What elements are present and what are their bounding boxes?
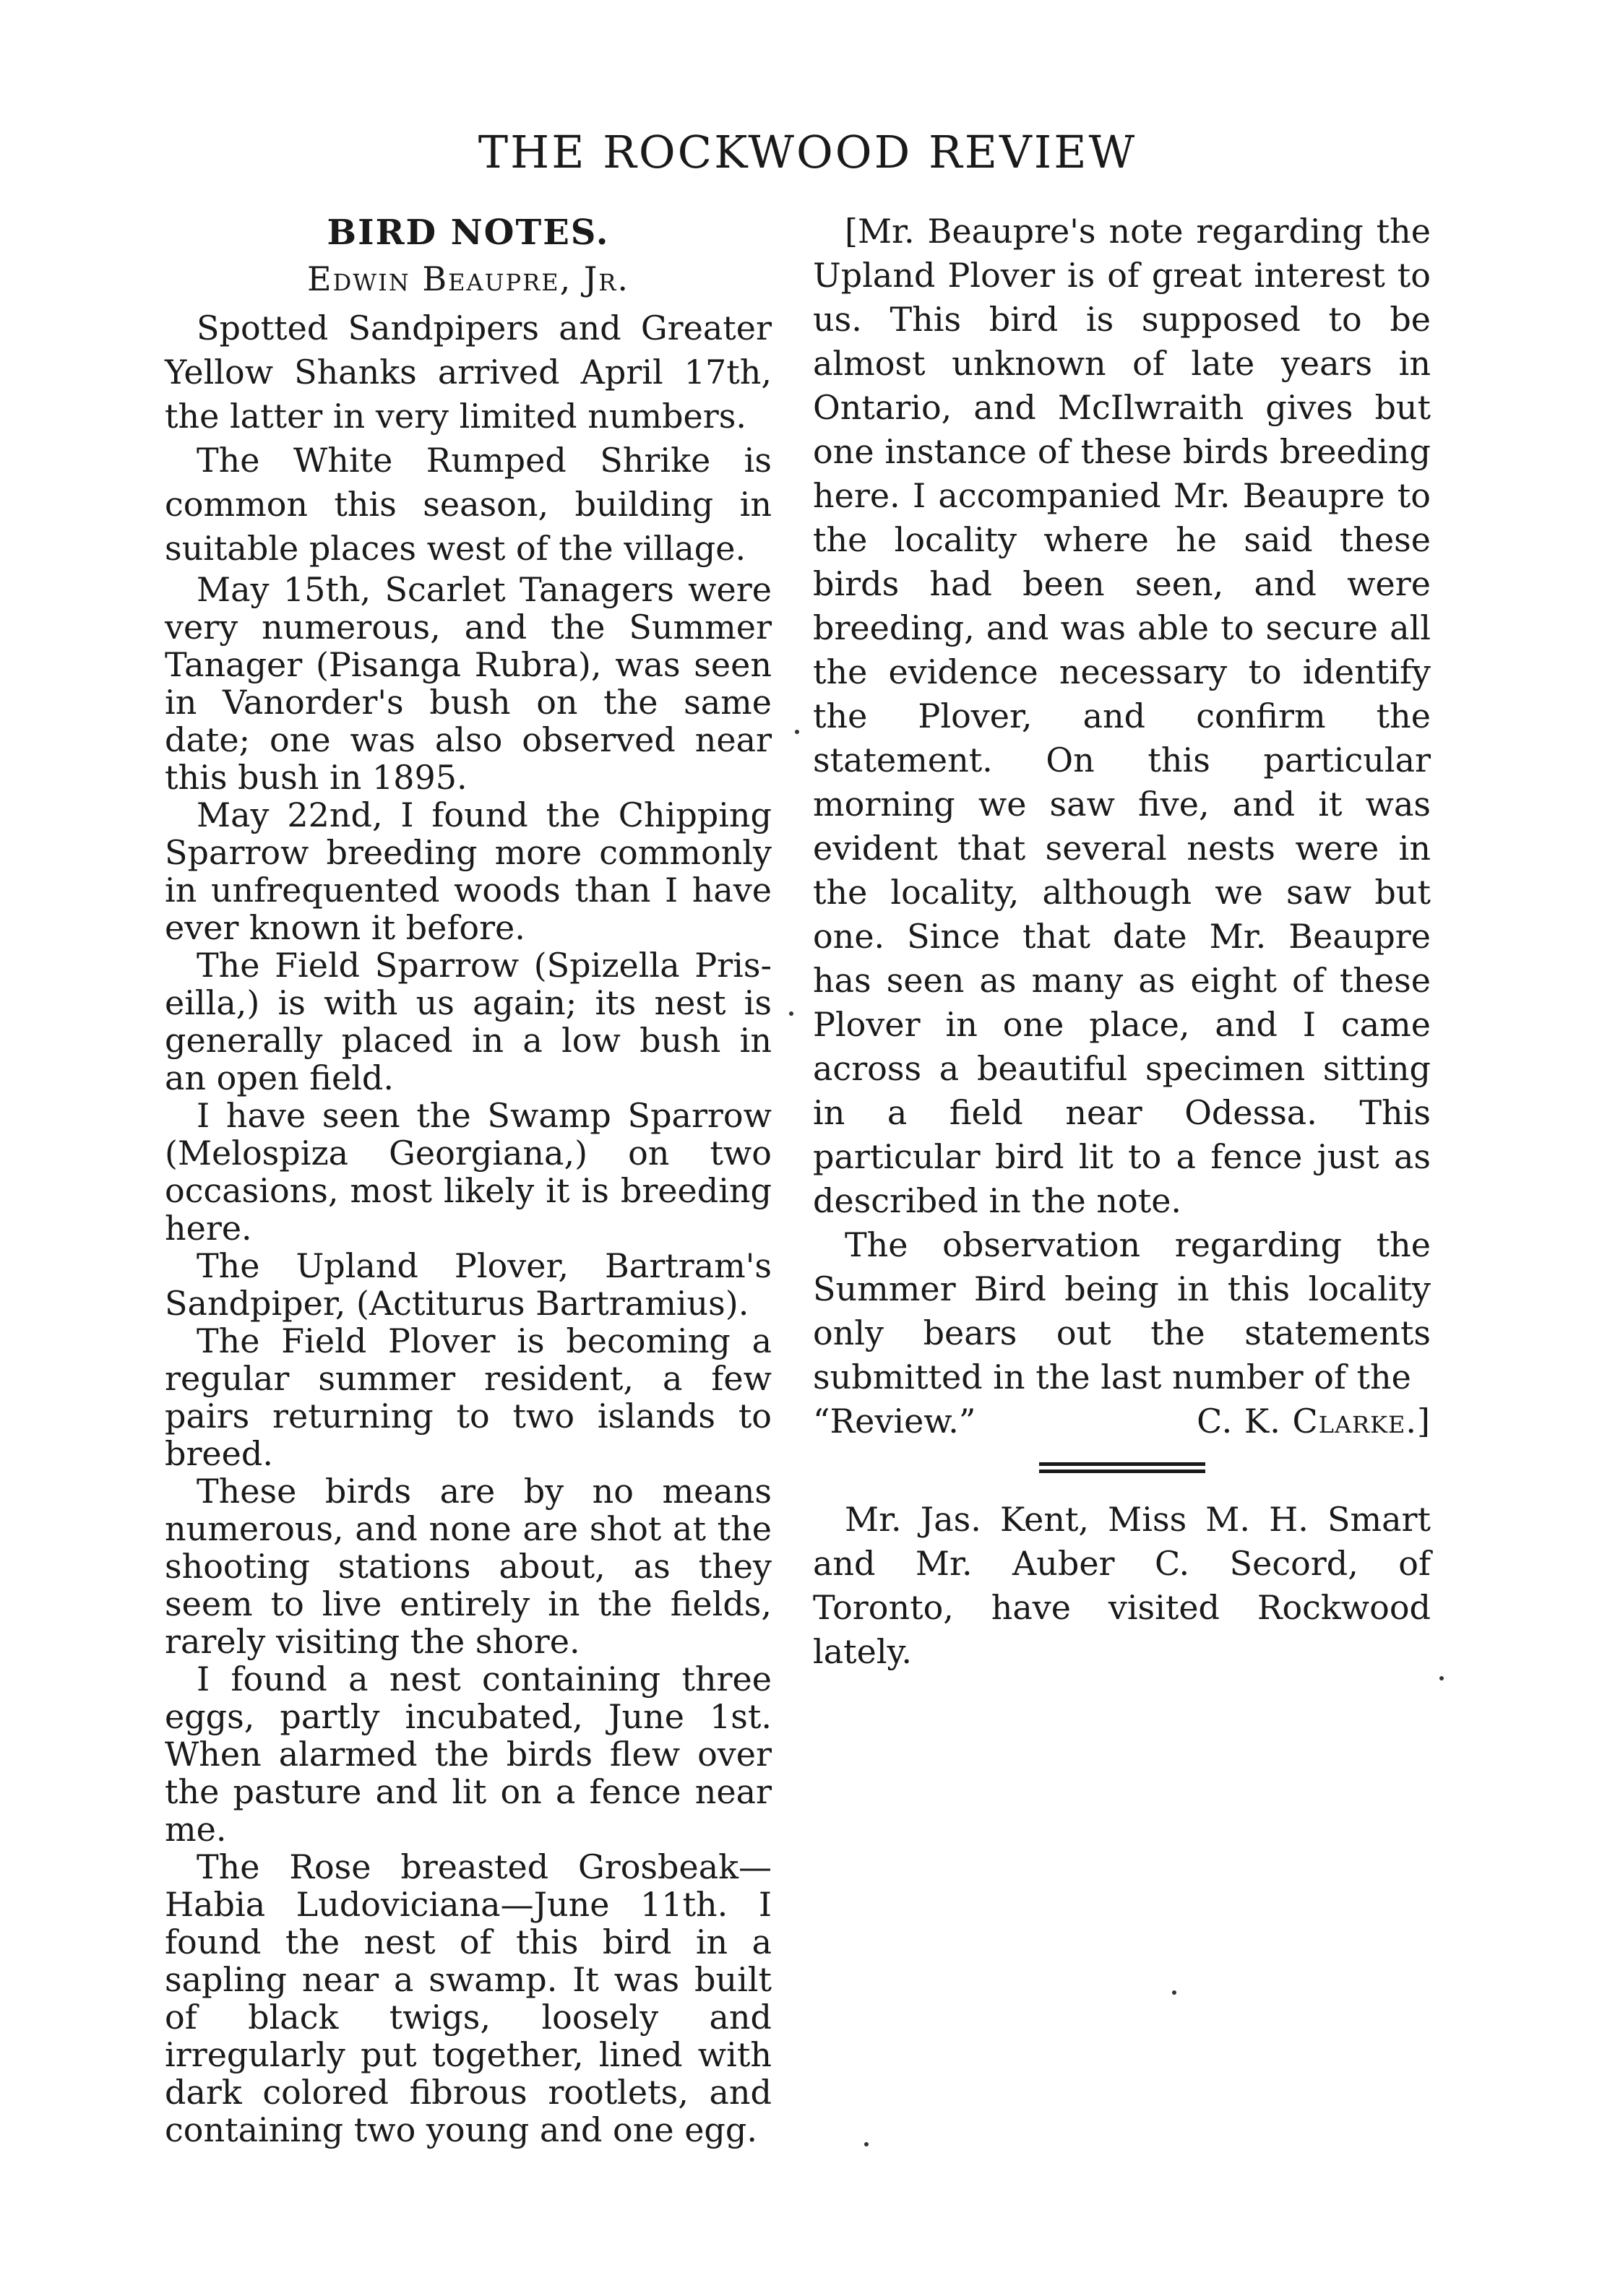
double-rule-divider (1039, 1462, 1205, 1473)
observation-text: The observation regarding the Summer Bird being in this locality only bears out the statements submitted in the last number of the (813, 1225, 1431, 1397)
running-title: THE ROCKWOOD REVIEW (478, 126, 1137, 178)
print-speck (1172, 1990, 1176, 1995)
paragraph-shooting-stations: These birds are by no means numerous, and none are shot at the shooting stations about, as they seem to live entirely in the fields, rarely visiting the shore. (165, 1472, 772, 1661)
print-speck (1439, 1676, 1444, 1680)
paragraph-swamp-sparrow: I have seen the Swamp Sparrow (Melospiza Georgiana,) on two occasions, most likely it is breeding here. (165, 1096, 772, 1248)
paragraph-nest-found: I found a nest containing three eggs, partly incubated, June 1st. When alarmed the birds flew over the pasture and lit on a fence near me. (165, 1660, 772, 1849)
paragraph-sandpipers: Spotted Sandpipers and Greater Yellow Shanks arrived April 17th, the latter in very limited numbers. (165, 308, 772, 436)
paragraph-grosbeak: The Rose breasted Grosbeak—Habia Ludoviciana—June 11th. I found the nest of this bird in a sapling near a swamp. It was built of black twigs, loosely and irregularly put together, lined with dark colored fibrous rootlets, and containing two young and one egg. (165, 1847, 772, 2149)
section-title: BIRD NOTES. (327, 212, 610, 253)
right-column (813, 210, 1431, 1674)
editor-note: [Mr. Beaupre's note regarding the Upland Plover is of great interest to us. This bird is supposed to be almost unknown of late years in Ontario, and McIlwraith gives but one instance of these birds breeding here. I accompanied Mr. Beaupre to the locality where he said these birds had been seen, and were breeding, and was able to secure all the evidence necessary to identify the Plover, and confirm the statement. On this particular morning we saw five, and it was evident that several nests were in the locality, although we saw but one. Since that date Mr. Beaupre has seen as many as eight of these Plover in one place, and I came across a beautiful specimen sitting in a field near Odessa. This particular bird lit to a fence just as described in the note. (813, 212, 1431, 1220)
visitors-note: Mr. Jas. Kent, Miss M. H. Smart and Mr. Auber C. Secord, of Toronto, have visited Rockwood lately. (813, 1500, 1431, 1671)
paragraph-field-plover: The Field Plover is becoming a regular summer resident, a few pairs returning to two islands to breed. (165, 1321, 772, 1473)
left-column (165, 210, 772, 2149)
observation-paragraph (813, 1223, 1431, 1399)
print-speck (789, 1011, 793, 1016)
paragraph-shrike: The White Rumped Shrike is common this season, building in suitable places west of the village. (165, 441, 772, 568)
paragraph-upland-plover: The Upland Plover, Bartram's Sandpiper, (Actiturus Bartramius). (165, 1246, 772, 1323)
editor-signature: C. K. Clarke.] (1197, 1402, 1431, 1441)
print-speck (864, 2142, 869, 2146)
print-speck (795, 730, 799, 734)
paragraph-tanagers: May 15th, Scarlet Tanagers were very numerous, and the Summer Tanager (Pisanga Rubra), was seen in Vanorder's bush on the same date; one was also observed near this bush in 1895. (165, 570, 772, 797)
paragraph-field-sparrow: The Field Sparrow (Spizella Pris-eilla,) is with us again; its nest is generally placed in a low bush in an open field. (165, 946, 772, 1097)
paragraph-chipping-sparrow: May 22nd, I found the Chipping Sparrow breeding more commonly in unfrequented woods than I have ever known it before. (165, 795, 772, 947)
quoted-review-title: “Review.” (813, 1402, 976, 1441)
author-byline: Edwin Beaupre, Jr. (306, 259, 629, 298)
signature-line (813, 1399, 1431, 1443)
